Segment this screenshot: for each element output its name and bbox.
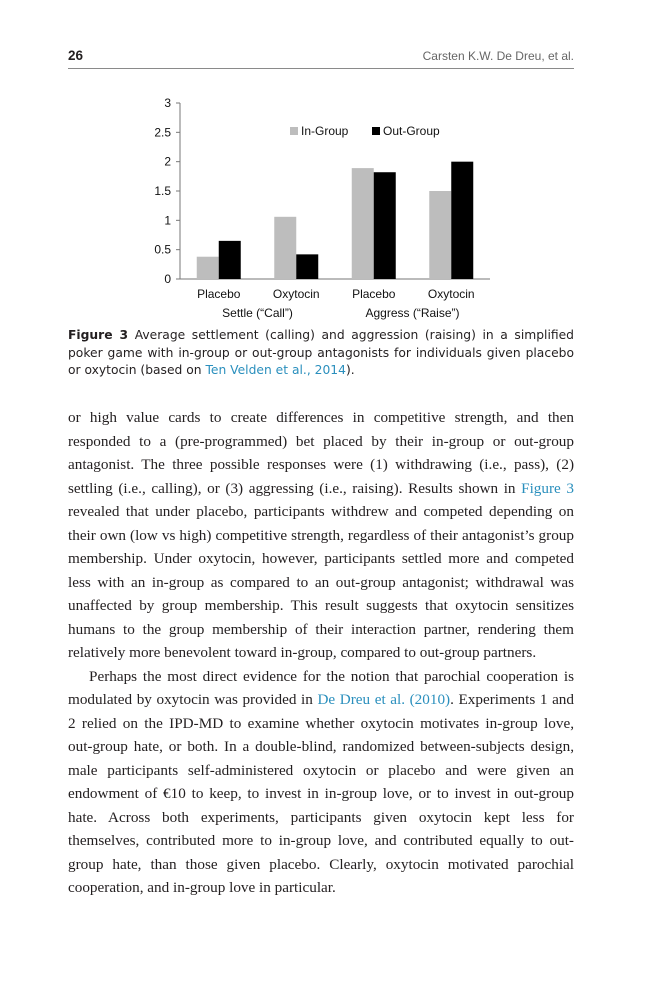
x-axis: [180, 279, 490, 320]
bar-out-group-2: [374, 172, 396, 279]
x-group-label: Aggress (“Raise”): [365, 306, 460, 320]
bars: [197, 162, 474, 279]
legend-swatch: [372, 127, 380, 135]
paragraph-1-text-b: revealed that under placebo, participants withdrew and competed depending on their own (low vs high) competitive strength, regardless of their antagonist’s group membership. Under oxytocin, however, participants settled more and competed less with an in-group as compared to an out-group antagonist; withdrawal was unaffected by group membership. This result suggests that oxytocin sensitizes humans to the group membership of their interaction partner, rendering them relatively more benevolent toward in-group, compared to out-group partners.: [68, 503, 574, 661]
figure-label: Figure 3: [68, 328, 129, 342]
citation-link-de-dreu[interactable]: De Dreu et al. (2010): [317, 691, 451, 708]
page-number: 26: [68, 48, 84, 63]
y-tick-label: 2: [164, 154, 171, 169]
paragraph-2: [68, 665, 574, 900]
x-group-label: Settle (“Call”): [222, 306, 293, 320]
citation-link-ten-velden[interactable]: Ten Velden et al., 2014: [205, 363, 346, 377]
legend-label: In-Group: [301, 124, 349, 138]
paragraph-2-text-a: Perhaps the most direct evidence for the notion that parochial cooperation is modulated by oxytocin was provided in: [68, 667, 574, 708]
bar-out-group-1: [296, 254, 318, 279]
page-header: [68, 46, 574, 69]
x-tick-label: Placebo: [352, 287, 396, 301]
paragraph-1: [68, 406, 574, 665]
y-tick-label: 2.5: [154, 125, 171, 140]
y-tick-label: 0: [164, 272, 171, 286]
bar-in-group-3: [429, 191, 451, 279]
figure-caption: [68, 327, 574, 380]
bar-in-group-0: [197, 257, 219, 279]
x-tick-label: Oxytocin: [427, 287, 475, 301]
paragraph-1-text-a: or high value cards to create differences in competitive strength, and then responded to a (pre-programmed) bet placed by their in-group or out-group antagonist. The three possible responses were (1) withdrawing (i.e., pass), (2) settling (i.e., calling), or (3) aggressing (i.e., raising). Results shown in: [68, 409, 574, 497]
y-axis: [154, 96, 180, 286]
caption-text-end: ).: [345, 363, 355, 377]
bar-chart: [130, 88, 530, 328]
x-tick-label: Oxytocin: [272, 287, 320, 301]
y-tick-label: 1.5: [154, 184, 171, 198]
paragraph-2-text-b: . Experiments 1 and 2 relied on the IPD-MD to examine whether oxytocin motivates in-group love, out-group hate, or both. In a double-blind, randomized between-subjects design, male participants self-administered oxytocin or placebo and were given an endowment of €10 to keep, to invest in in-group love, or to invest in out-group hate. Across both experiments, participants given oxytocin kept less for themselves, contributed more to in-group love, and contributed equally to out-group hate, than those given placebo. Clearly, oxytocin motivated parochial cooperation, and in-group love in particular.: [68, 691, 574, 896]
running-head: Carsten K.W. De Dreu, et al.: [422, 49, 574, 63]
x-tick-label: Placebo: [197, 287, 241, 301]
bar-out-group-3: [451, 162, 473, 279]
legend-swatch: [290, 127, 298, 135]
figure-3-link[interactable]: Figure 3: [521, 479, 574, 497]
bar-out-group-0: [219, 241, 241, 279]
y-tick-label: 0.5: [154, 242, 171, 257]
legend-label: Out-Group: [383, 124, 440, 138]
y-tick-label: 3: [164, 96, 171, 110]
caption-text: Average settlement (calling) and aggression (raising) in a simplified poker game with in-group or out-group antagonists for individuals given placebo or oxytocin (based on: [68, 328, 574, 377]
bar-in-group-1: [274, 217, 296, 279]
y-tick-label: 1: [164, 213, 171, 228]
body-text: [68, 406, 574, 900]
legend: [290, 124, 440, 138]
bar-in-group-2: [352, 168, 374, 279]
